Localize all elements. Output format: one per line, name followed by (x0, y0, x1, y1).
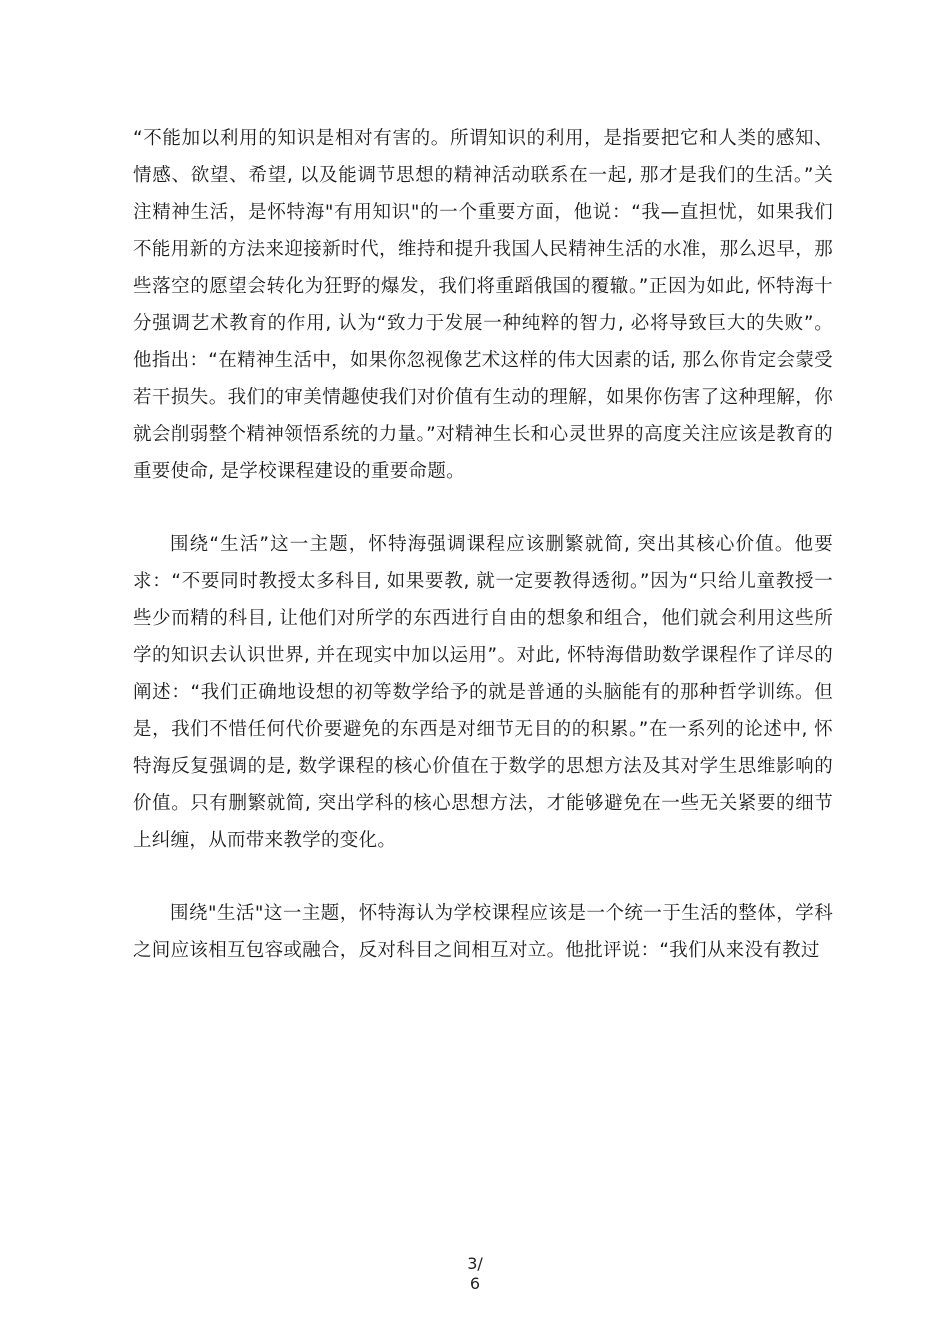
paragraph-2: 围绕“生活”这一主题，怀特海强调课程应该删繁就简, 突出其核心价值。他要求：“不要同时教授太多科目, 如果要教, 就一定要教得透彻。”因为“只给儿童教授一些少而精的科目, 让他们对所学的东西进行自由的想象和组合，他们就会利用这些所学的知识去认识世界, 并在现实中加以运用”。对此, 怀特海借助数学课程作了详尽的阐述：“我们正确地设想的初等数学给予的就是普通的头脑能有的那种哲学训练。但是，我们不惜任何代价要避免的东西是对细节无目的的积累。”在一系列的论述中, 怀特海反复强调的是, 数学课程的核心价值在于数学的思想方法及其对学生思维影响的价值。只有删繁就简, 突出学科的核心思想方法，才能够避免在一些无关紧要的细节上纠缠，从而带来教学的变化。 (133, 534, 833, 851)
page-number-current: 3/ (467, 1254, 483, 1273)
paragraph-3: 围绕"生活"这一主题，怀特海认为学校课程应该是一个统一于生活的整体，学科之间应该相互包容或融合，反对科目之间相互对立。他批评说：“我们从来没有教过 (133, 903, 833, 961)
document-body (133, 120, 833, 969)
page-number (0, 1254, 950, 1294)
paragraph-1: “不能加以利用的知识是相对有害的。所谓知识的利用，是指要把它和人类的感知、情感、欲望、希望, 以及能调节思想的精神活动联系在一起, 那才是我们的生活。”关注精神生活，是怀特海"有用知识"的一个重要方面，他说：“我—直担忧，如果我们不能用新的方法来迎接新时代，维持和提升我国人民精神生活的水准，那么迟早，那些落空的愿望会转化为狂野的爆发，我们将重蹈俄国的覆辙。”正因为如此, 怀特海十分强调艺术教育的作用, 认为“致力于发展一种纯粹的智力, 必将导致巨大的失败”。他指出：“在精神生活中，如果你忽视像艺术这样的伟大因素的话, 那么你肯定会蒙受若干损失。我们的审美情趣使我们对价值有生动的理解，如果你伤害了这种理解，你就会削弱整个精神领悟系统的力量。”对精神生长和心灵世界的高度关注应该是教育的重要使命, 是学校课程建设的重要命题。 (133, 128, 833, 482)
page-number-total: 6 (469, 1274, 481, 1293)
